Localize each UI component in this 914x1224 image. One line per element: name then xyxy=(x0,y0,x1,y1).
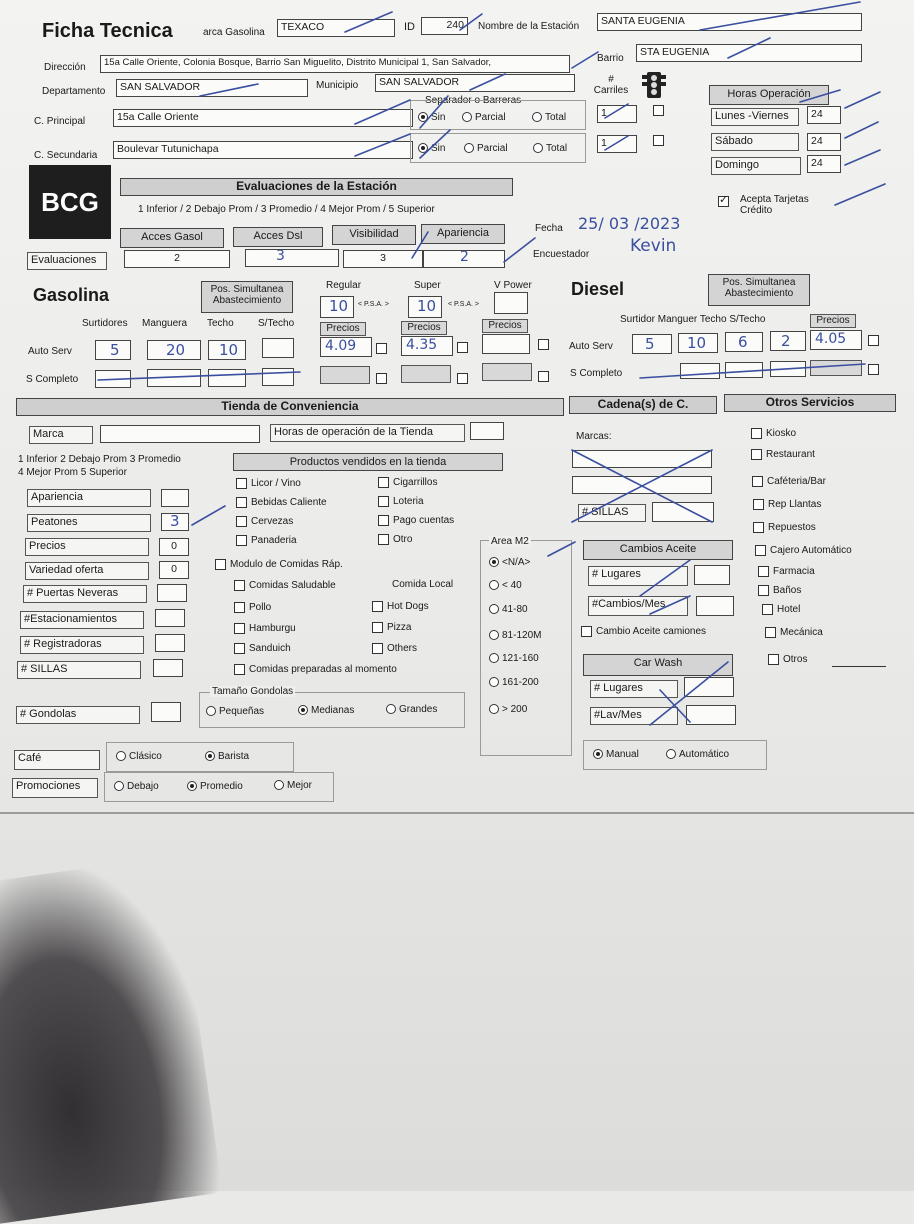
comida-label: Sanduich xyxy=(249,643,291,655)
comida-label: Others xyxy=(387,643,418,655)
opt-label: Sin xyxy=(431,143,446,154)
marca-field[interactable]: TEXACO xyxy=(277,19,395,37)
encuestador-value: Kevin xyxy=(630,236,677,256)
area-opt-label: 81-120M xyxy=(502,630,542,641)
cprincipal-field[interactable]: 15a Calle Oriente xyxy=(113,109,413,127)
svc-label: Restaurant xyxy=(766,449,815,461)
productos-button[interactable]: Productos vendidos en la tienda xyxy=(233,453,503,471)
area-opt-label: < 40 xyxy=(502,580,522,591)
pen-stroke xyxy=(460,14,482,30)
diesel-stecho-value: 2 xyxy=(781,332,791,350)
direccion-label: Dirección xyxy=(44,62,86,73)
fecha-value: 25/ 03 /2023 xyxy=(578,214,681,233)
prod-label: Cigarrillos xyxy=(393,477,438,489)
tamano-opt-label: Pequeñas xyxy=(219,706,265,717)
eval-apariencia-value: 2 xyxy=(460,250,469,265)
peatones-value: 3 xyxy=(170,513,180,530)
apariencia-button[interactable]: Apariencia xyxy=(421,224,505,244)
opt-label: Sin xyxy=(431,112,446,123)
encuestador-label: Encuestador xyxy=(533,249,590,260)
pen-stroke xyxy=(640,364,865,378)
svc-label: Rep Llantas xyxy=(768,499,822,511)
diesel-header-row: Surtidor Manguer Techo S/Techo xyxy=(620,314,766,325)
gas-manguera-value: 20 xyxy=(166,341,186,359)
super-label: Super xyxy=(414,280,441,291)
pen-stroke xyxy=(355,134,410,156)
nombre-field[interactable]: SANTA EUGENIA xyxy=(597,13,862,31)
cafe-label: Café xyxy=(14,750,100,770)
id-field[interactable]: 240 xyxy=(421,17,468,35)
acces-gasol-button[interactable]: Acces Gasol xyxy=(120,228,224,248)
car-wash-button[interactable]: Car Wash xyxy=(583,654,733,676)
barrio-label: Barrio xyxy=(597,53,624,64)
col-manguera: Manguera xyxy=(142,318,188,329)
cw-lugares-label: # Lugares xyxy=(590,680,678,698)
diesel-pos-button[interactable]: Pos. Simultanea Abastecimiento xyxy=(708,274,810,306)
otros-servicios-title: Otros Servicios xyxy=(724,394,896,412)
lav-mes-label: #Lav/Mes xyxy=(590,707,678,725)
puertas-label: # Puertas Neveras xyxy=(23,585,147,603)
tienda-title: Tienda de Conveniencia xyxy=(16,398,564,416)
pen-stroke xyxy=(640,560,690,596)
eval-visibilidad[interactable]: 3 xyxy=(343,250,423,268)
tamano-label: Tamaño Gondolas xyxy=(212,686,294,697)
pen-stroke xyxy=(605,136,628,150)
comida-local-label: Comida Local xyxy=(392,579,454,590)
precios-vpower-label: Precios xyxy=(482,319,528,333)
direccion-field[interactable]: 15a Calle Oriente, Colonia Bosque, Barrio San Miguelito, Distrito Municipal 1, San Salvador, xyxy=(100,55,570,73)
sabado-field[interactable]: 24 xyxy=(807,133,841,151)
svc-label: Otros xyxy=(783,654,808,666)
pen-stroke xyxy=(650,662,728,725)
col-techo: Techo xyxy=(207,318,234,329)
comida-label: Hot Dogs xyxy=(387,601,429,613)
departamento-label: Departamento xyxy=(42,86,106,97)
cadena-title: Cadena(s) de C. xyxy=(569,396,717,414)
estacionamientos-label: #Estacionamientos xyxy=(20,611,144,629)
gas-precio-super-value: 4.35 xyxy=(406,337,438,353)
promo-opt-label: Promedio xyxy=(200,781,243,792)
marcas-label: Marcas: xyxy=(576,431,612,442)
gondolas-label: # Gondolas xyxy=(16,706,140,724)
pen-stroke xyxy=(800,90,840,102)
pen-stroke xyxy=(605,104,628,118)
pen-stroke xyxy=(420,130,450,158)
bcg-logo: BCG xyxy=(29,165,111,239)
gas-scompleto-label: S Completo xyxy=(26,374,79,385)
nombre-label: Nombre de la Estación xyxy=(478,21,580,32)
evaluaciones-label: Evaluaciones xyxy=(27,252,107,270)
tarjetas-label: Acepta Tarjetas Crédito xyxy=(740,194,809,216)
diesel-precio-value: 4.05 xyxy=(815,331,847,347)
prod-label: Bebidas Caliente xyxy=(251,497,327,509)
opt-label: Parcial xyxy=(475,112,506,123)
prod-label: Pago cuentas xyxy=(393,515,455,527)
cambios-aceite-button[interactable]: Cambios Aceite xyxy=(583,540,733,560)
pen-stroke xyxy=(845,150,880,165)
evaluaciones-title: Evaluaciones de la Estación xyxy=(120,178,513,196)
sillas-label: # SILLAS xyxy=(17,661,141,679)
svc-label: Repuestos xyxy=(768,522,816,534)
municipio-label: Municipio xyxy=(316,80,359,91)
svc-label: Farmacia xyxy=(773,566,815,578)
area-title: Area M2 xyxy=(491,536,529,547)
carriles-secundaria-field[interactable]: 1 xyxy=(597,135,637,153)
domingo-label: Domingo xyxy=(711,157,801,175)
departamento-field[interactable]: SAN SALVADOR xyxy=(116,79,308,97)
precios-label: Precios xyxy=(25,538,149,556)
tienda-marca-label: Marca xyxy=(29,426,93,444)
vpower-label: V Power xyxy=(494,280,532,291)
gas-surtidores-value: 5 xyxy=(110,341,120,359)
tienda-horas-label: Horas de operación de la Tienda xyxy=(270,424,465,442)
pen-stroke xyxy=(728,38,770,58)
pen-stroke xyxy=(548,542,575,556)
diesel-title: Diesel xyxy=(571,279,625,299)
diesel-scompleto-label: S Completo xyxy=(570,368,623,379)
diesel-autoserv-label: Auto Serv xyxy=(569,341,613,352)
gasolina-pos-button[interactable]: Pos. Simultanea Abastecimiento xyxy=(201,281,293,313)
regular-label: Regular xyxy=(326,280,362,291)
svc-label: Mecánica xyxy=(780,627,823,639)
fecha-label: Fecha xyxy=(535,223,563,234)
promo-opt-label: Mejor xyxy=(287,780,313,791)
carriles-principal-field[interactable]: 1 xyxy=(597,105,637,123)
tienda-scale-1: 1 Inferior 2 Debajo Prom 3 Promedio xyxy=(18,454,181,465)
registradoras-label: # Registradoras xyxy=(20,636,144,654)
sabado-label: Sábado xyxy=(711,133,799,151)
opt-label: Total xyxy=(545,112,567,123)
diesel-manguera-value: 10 xyxy=(687,334,707,352)
cprincipal-label: C. Principal xyxy=(34,116,86,127)
prod-label: Loteria xyxy=(393,496,424,508)
pen-stroke xyxy=(650,596,690,614)
pen-stroke xyxy=(835,184,885,205)
prod-label: Cervezas xyxy=(251,516,294,528)
camiones-label: Cambio Aceite camiones xyxy=(596,626,707,638)
diesel-precios-label: Precios xyxy=(810,314,856,328)
visibilidad-button[interactable]: Visibilidad xyxy=(332,225,416,245)
horas-operacion-button[interactable]: Horas Operación xyxy=(709,85,829,105)
area-opt-label: <N/A> xyxy=(502,557,531,568)
tienda-scale-2: 4 Mejor Prom 5 Superior xyxy=(18,467,127,478)
psa-tag-2: < P.S.A. > xyxy=(448,301,480,308)
modulo-label: Modulo de Comidas Ráp. xyxy=(230,559,343,571)
super-psa-value: 10 xyxy=(417,297,437,315)
comida-label: Hamburgu xyxy=(249,623,296,635)
municipio-field[interactable]: SAN SALVADOR xyxy=(375,74,575,92)
lavado-opt-label: Manual xyxy=(606,749,639,760)
comida-label: Comidas preparadas al momento xyxy=(249,664,397,676)
pen-stroke xyxy=(845,122,878,138)
variedad-label: Variedad oferta xyxy=(25,562,149,580)
col-surtidores: Surtidores xyxy=(82,318,128,329)
opt-label: Parcial xyxy=(477,143,508,154)
evaluaciones-scale: 1 Inferior / 2 Debajo Prom / 3 Promedio / 4 Mejor Prom / 5 Superior xyxy=(138,204,435,215)
prod-label: Panaderia xyxy=(251,535,297,547)
pen-stroke xyxy=(504,238,535,262)
id-label: ID xyxy=(404,21,415,33)
comida-label: Comidas Saludable xyxy=(249,580,336,592)
svc-label: Caféteria/Bar xyxy=(767,476,826,488)
promo-opt-label: Debajo xyxy=(127,781,159,792)
form-title: Ficha Tecnica xyxy=(42,20,173,42)
acces-dsl-button[interactable]: Acces Dsl xyxy=(233,227,323,247)
comida-label: Pizza xyxy=(387,622,412,634)
area-opt-label: > 200 xyxy=(502,704,528,715)
pen-stroke xyxy=(700,2,860,30)
eval-acces-dsl-value: 3 xyxy=(276,249,285,264)
pen-stroke xyxy=(192,506,225,525)
gas-precio-regular-value: 4.09 xyxy=(325,338,357,354)
pen-stroke xyxy=(470,74,505,90)
csecundaria-field[interactable]: Boulevar Tutunichapa xyxy=(113,141,413,159)
pen-stroke xyxy=(200,84,258,96)
cafe-opt-label: Barista xyxy=(218,751,250,762)
prod-label: Otro xyxy=(393,534,413,546)
pen-stroke xyxy=(572,52,598,68)
gasolina-title: Gasolina xyxy=(33,285,110,305)
area-opt-label: 41-80 xyxy=(502,604,528,615)
peatones-label: Peatones xyxy=(27,514,151,532)
cambios-lugares-label: # Lugares xyxy=(588,566,688,586)
pen-stroke xyxy=(412,232,428,258)
cafe-opt-label: Clásico xyxy=(129,751,162,762)
svc-label: Cajero Automático xyxy=(770,545,852,557)
col-stecho: S/Techo xyxy=(258,318,295,329)
pen-stroke xyxy=(355,100,410,124)
promociones-label: Promociones xyxy=(12,778,98,798)
precios-super-label: Precios xyxy=(401,321,447,335)
gas-techo-value: 10 xyxy=(219,341,239,359)
tamano-opt-label: Grandes xyxy=(399,704,438,715)
cambios-mes-label: #Cambios/Mes xyxy=(588,596,688,616)
svc-label: Kiosko xyxy=(766,428,797,440)
marca-label: arca Gasolina xyxy=(203,27,265,38)
carriles-label: # Carriles xyxy=(593,74,629,96)
apariencia-label: Apariencia xyxy=(27,489,151,507)
lavado-opt-label: Automático xyxy=(679,749,730,760)
pen-stroke xyxy=(98,372,300,380)
domingo-field[interactable]: 24 xyxy=(807,155,841,173)
opt-label: Total xyxy=(546,143,568,154)
csecundaria-label: C. Secundaria xyxy=(34,150,98,161)
comida-label: Pollo xyxy=(249,602,272,614)
pen-stroke xyxy=(345,12,392,32)
eval-acces-gasol[interactable]: 2 xyxy=(124,250,230,268)
regular-psa-value: 10 xyxy=(329,297,349,315)
svc-label: Hotel xyxy=(777,604,801,616)
pen-stroke xyxy=(420,96,448,128)
diesel-surtidor-value: 5 xyxy=(645,335,655,353)
svc-label: Baños xyxy=(773,585,802,597)
cadena-sillas-label: # SILLAS xyxy=(578,504,646,522)
area-opt-label: 161-200 xyxy=(502,677,539,688)
gas-autoserv-label: Auto Serv xyxy=(28,346,72,357)
pen-stroke xyxy=(660,690,690,722)
lunes-viernes-label: Lunes -Viernes xyxy=(711,108,799,126)
variedad-field[interactable]: 0 xyxy=(159,561,189,579)
separador-label: Separador o Barreras xyxy=(425,95,522,106)
precios-regular-label: Precios xyxy=(320,322,366,336)
area-opt-label: 121-160 xyxy=(502,653,539,664)
barrio-field[interactable]: STA EUGENIA xyxy=(636,44,862,62)
prod-label: Licor / Vino xyxy=(251,478,301,490)
precios-field[interactable]: 0 xyxy=(159,538,189,556)
pen-stroke xyxy=(845,92,880,108)
tamano-opt-label: Medianas xyxy=(311,705,355,716)
lunes-viernes-field[interactable]: 24 xyxy=(807,106,841,124)
diesel-techo-value: 6 xyxy=(738,333,748,351)
psa-tag-1: < P.S.A. > xyxy=(358,301,390,308)
